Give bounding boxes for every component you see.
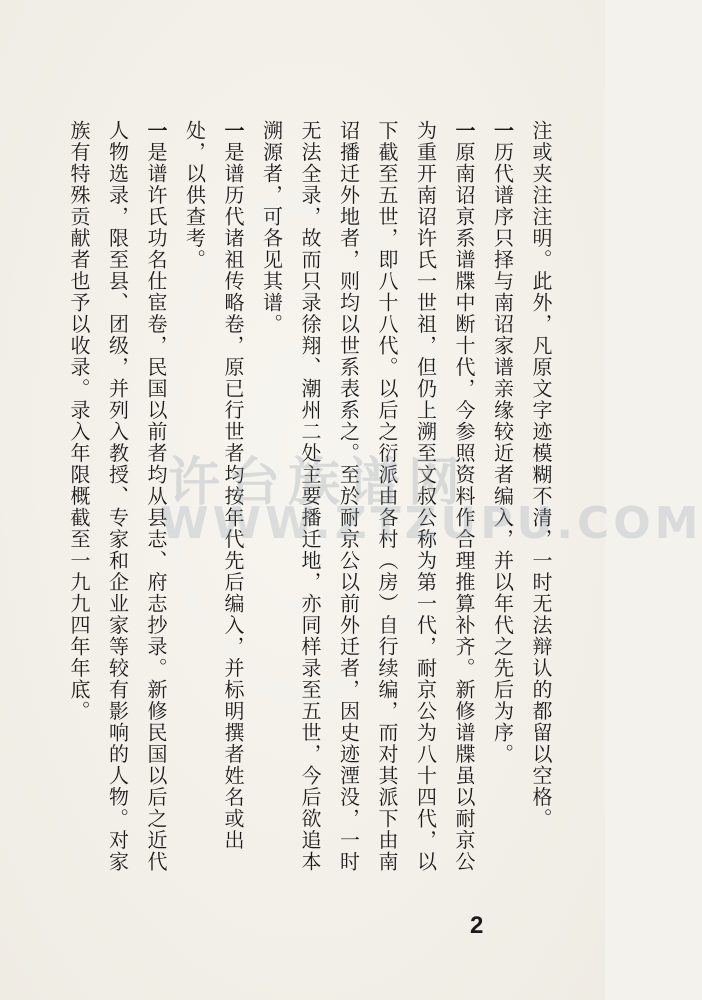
bullet-mark: 一 [490,120,515,142]
paragraph-continuation [522,120,561,880]
bullet-mark: 一 [452,120,476,142]
bullet-mark: 一 [144,120,168,142]
paragraph-text: 历代谱序只择与南诏家谱亲缘较近者编入，并以年代之先后为序。 [490,141,515,765]
paragraph-text: 是谱历代诸祖传略卷，原已行世者均按年代先后编入，并标明撰者姓名或出处，以供查考。 [182,120,245,851]
watermark-brand: 许台族谱网 [168,453,469,513]
paragraph-preface-order [483,120,522,880]
paragraph-text: 原南诏亰系谱牒中断十代，今参照资料作合理推算补齐。新修谱牒虽以耐京公为重开南诏许氏一世祖，但仍上溯至文叔公称为第一代，耐京公为八十四代，以下截至五世，即八十八代。以后之衍派由各村（房）自行续编，而对其派下由南诏播迁外地者，则均以世系表系之。至於耐京公以前外迁者，因史迹湮没，一时无法全录，故而只录徐翔、潮州二处主要播迁地，亦同样录至五世，今后欲追本溯源者，可各见其谱。 [259,120,476,873]
paragraph-genealogy-lineage [252,120,483,880]
vertical-text-body [40,120,560,880]
watermark-url: WWW.ZTZUPU.COM [160,498,702,549]
paragraph-biographies [175,120,252,880]
paragraph-text: 注或夹注注明。此外，凡原文字迹模糊不清，一时无法辩认的都留以空格。 [529,120,553,830]
paragraph-official-ranks [60,120,176,880]
page-number: 2 [470,912,484,939]
bullet-mark: 一 [221,120,245,142]
paragraph-text: 是谱许氏功名仕宦卷，民国以前者均从县志、府志抄录。新修民国以后之近代人物选录，限至县、团级，并列入教授、专家和企业家等较有影响的人物。对家族有特殊贡献者也予以收录。录入年限概截至一九九四年年底。 [67,120,168,873]
